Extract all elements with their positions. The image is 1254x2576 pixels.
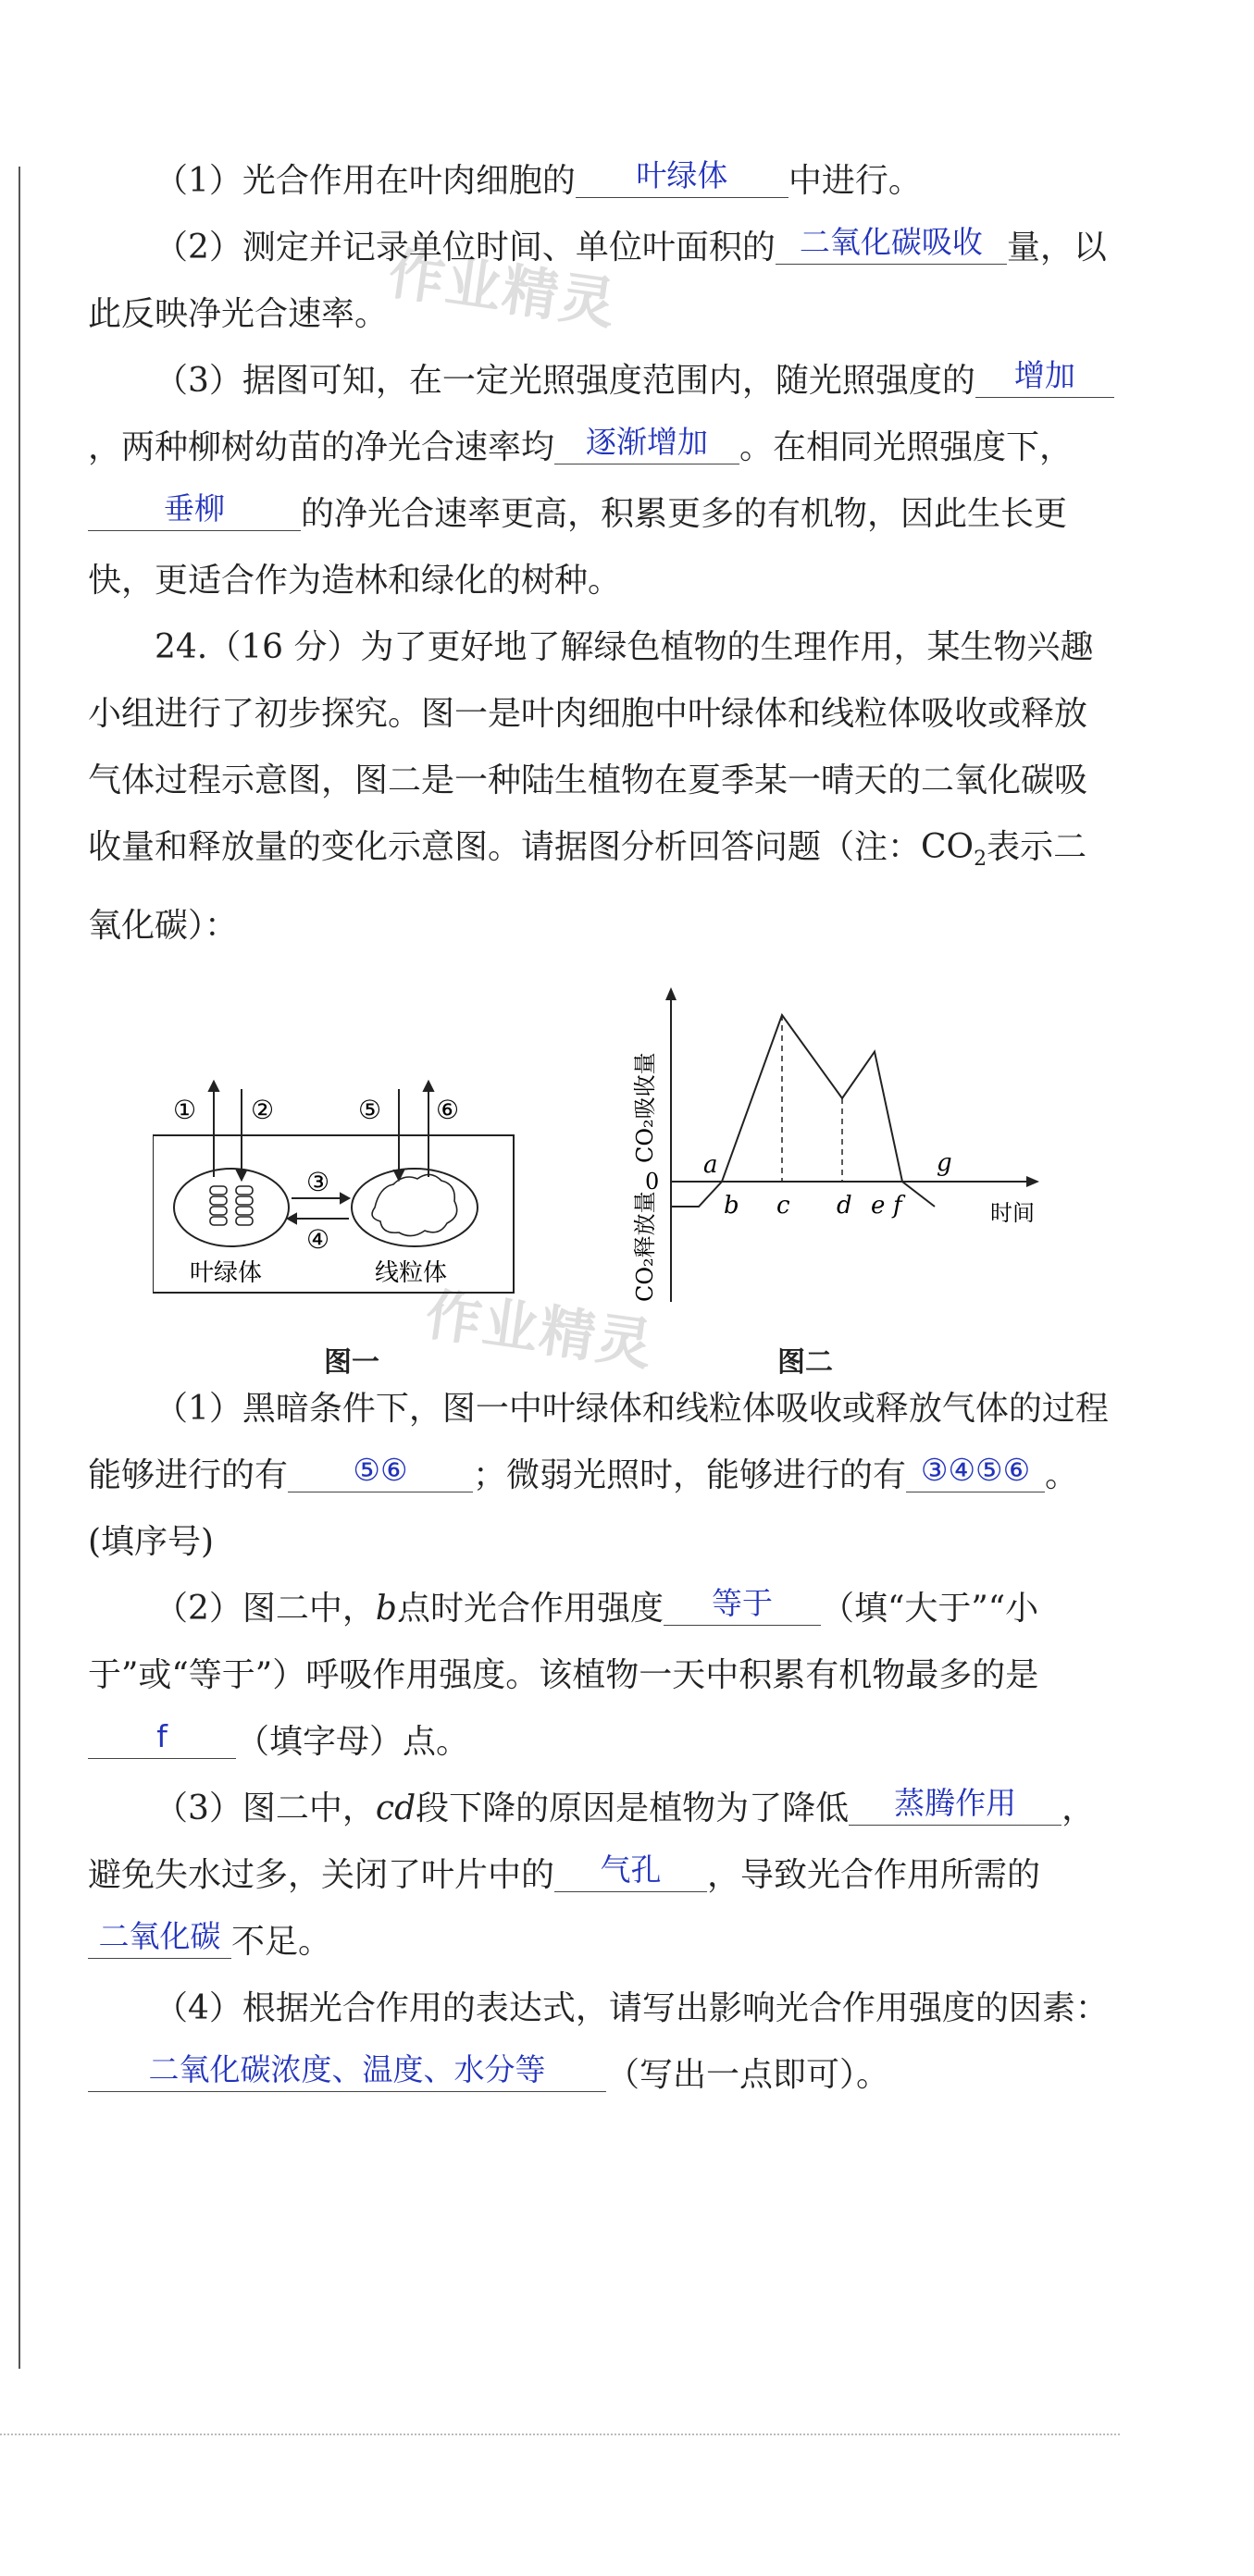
figure-1-caption: 图一 bbox=[324, 1346, 379, 1380]
q24-p4-text: （4）根据光合作用的表达式，请写出影响光合作用强度的因素： bbox=[155, 1989, 1109, 2028]
answer-transpiration: 蒸腾作用 bbox=[849, 1782, 1062, 1826]
q24-p2-text-end: （填字母）点。 bbox=[236, 1723, 470, 1762]
figures bbox=[88, 969, 1115, 1380]
q23-p3-text-mid2: 。在相同光照强度下， bbox=[739, 428, 1074, 466]
point-label-c: c bbox=[776, 1192, 790, 1220]
x-label: 时间 bbox=[990, 1200, 1035, 1227]
point-label-d: d bbox=[837, 1192, 852, 1220]
y-axis-arrow bbox=[665, 987, 677, 1000]
q24-part3 bbox=[88, 1776, 1115, 1975]
q23-p2-text-end: 量，以此反映净光合速率。 bbox=[88, 229, 1107, 333]
label-3: ③ bbox=[306, 1167, 330, 1198]
q24-p3-text: （3）图二中， bbox=[155, 1790, 376, 1828]
q24-intro-text-end: 表示二氧化碳）： bbox=[88, 828, 1087, 946]
point-label-e: e bbox=[871, 1192, 886, 1220]
point-label-b: b bbox=[724, 1192, 739, 1220]
q23-part3 bbox=[88, 348, 1115, 614]
mitochondria-label: 线粒体 bbox=[375, 1259, 448, 1288]
point-label-g: g bbox=[937, 1149, 952, 1178]
q24-part4 bbox=[88, 1975, 1115, 2109]
answer-chloroplast: 叶绿体 bbox=[576, 155, 788, 198]
q24-p4-text-end: （写出一点即可）。 bbox=[606, 2056, 890, 2095]
label-2: ② bbox=[251, 1095, 275, 1126]
q24-p3-text-end: 不足。 bbox=[231, 1923, 332, 1962]
figure-1 bbox=[153, 969, 541, 1302]
figure-2-caption: 图二 bbox=[777, 1346, 833, 1380]
zero-label: 0 bbox=[645, 1169, 660, 1195]
page-content bbox=[88, 148, 1115, 2109]
q24-p1-text-mid: ；微弱光照时，能够进行的有 bbox=[473, 1456, 907, 1495]
y-label-down: CO₂释放量 bbox=[632, 1191, 658, 1303]
q23-p1-text-end: 中进行。 bbox=[788, 162, 922, 200]
answer-weak-light-processes: ③④⑤⑥ bbox=[906, 1449, 1045, 1492]
q24-p2-text: （2）图二中， bbox=[155, 1590, 376, 1629]
q23-p3-text: （3）据图可知，在一定光照强度范围内，随光照强度的 bbox=[155, 362, 975, 400]
answer-point-f: f bbox=[88, 1715, 236, 1759]
footer-divider bbox=[0, 2434, 1120, 2435]
chloroplast-label: 叶绿体 bbox=[190, 1259, 263, 1288]
q23-p3-text-end: 的净光合速率更高，积累更多的有机物，因此生长更快，更适合作为造林和绿化的树种。 bbox=[88, 495, 1068, 600]
answer-stomata: 气孔 bbox=[554, 1849, 707, 1892]
q23-p2-text: （2）测定并记录单位时间、单位叶面积的 bbox=[155, 229, 776, 266]
figure-2-chart bbox=[606, 969, 1106, 1320]
co2-subscript: 2 bbox=[974, 848, 987, 872]
chart-group bbox=[632, 987, 1039, 1302]
label-4: ④ bbox=[306, 1224, 330, 1256]
q24-p3-text-mid2: ，避免失水过多，关闭了叶片中的 bbox=[88, 1790, 1096, 1895]
label-6: ⑥ bbox=[436, 1095, 460, 1126]
label-1: ① bbox=[173, 1095, 197, 1126]
answer-co2-absorption: 二氧化碳吸收 bbox=[776, 221, 1007, 265]
answer-increase: 增加 bbox=[975, 354, 1114, 398]
q24-intro-text: 24.（16 分）为了更好地了解绿色植物的生理作用，某生物兴趣小组进行了初步探究。图一是叶肉细胞中叶绿体和线粒体吸收或释放气体过程示意图，图二是一种陆生植物在夏季某一晴天的二氧化碳吸收量和释放量的变化示意图。请据图分析回答问题（注：CO bbox=[88, 628, 1094, 866]
answer-gradually-increase: 逐渐增加 bbox=[554, 421, 739, 464]
q24-p3-text-mid3: ，导致光合作用所需的 bbox=[707, 1856, 1041, 1895]
var-b: b bbox=[375, 1590, 397, 1629]
margin-line bbox=[19, 167, 20, 2369]
q24-p2-text-mid1: 点时光合作用强度 bbox=[396, 1590, 664, 1629]
q23-part2 bbox=[88, 215, 1115, 348]
q24-p2-text-mid2: （填“大于”“小于”或“等于”）呼吸作用强度。该植物一天中积累有机物最多的是 bbox=[88, 1590, 1039, 1695]
answer-dark-processes: ⑤⑥ bbox=[288, 1449, 473, 1492]
x-axis-arrow bbox=[1026, 1176, 1039, 1187]
watermark: 作业精灵 bbox=[384, 242, 621, 338]
var-cd: cd bbox=[375, 1790, 416, 1828]
thylakoid-stacks bbox=[210, 1186, 253, 1225]
chloroplast-shape bbox=[174, 1169, 289, 1246]
q24-part1 bbox=[88, 1376, 1115, 1576]
cristae bbox=[372, 1175, 457, 1236]
q24-intro bbox=[88, 614, 1115, 960]
point-label-a: a bbox=[703, 1151, 718, 1180]
point-label-f: f bbox=[893, 1192, 902, 1220]
q24-p1-text-end: 。(填序号) bbox=[88, 1456, 1079, 1562]
q23-part1 bbox=[88, 148, 1115, 215]
answer-factors: 二氧化碳浓度、温度、水分等 bbox=[88, 2049, 606, 2092]
y-label-up: CO₂吸收量 bbox=[632, 1052, 658, 1164]
q24-p1-text: （1）黑暗条件下，图一中叶绿体和线粒体吸收或释放气体的过程能够进行的有 bbox=[88, 1390, 1109, 1495]
answer-carbon-dioxide: 二氧化碳 bbox=[88, 1915, 231, 1959]
watermark: 作业精灵 bbox=[421, 1282, 658, 1379]
q24-part2 bbox=[88, 1576, 1115, 1776]
answer-weeping-willow: 垂柳 bbox=[88, 488, 301, 531]
q23-p1-text: （1）光合作用在叶肉细胞的 bbox=[155, 162, 576, 200]
q23-p3-text-mid1: ，两种柳树幼苗的净光合速率均 bbox=[88, 428, 555, 466]
answer-equal: 等于 bbox=[664, 1582, 821, 1626]
q24-p3-text-mid1: 段下降的原因是植物为了降低 bbox=[416, 1790, 850, 1828]
label-5: ⑤ bbox=[358, 1095, 382, 1126]
